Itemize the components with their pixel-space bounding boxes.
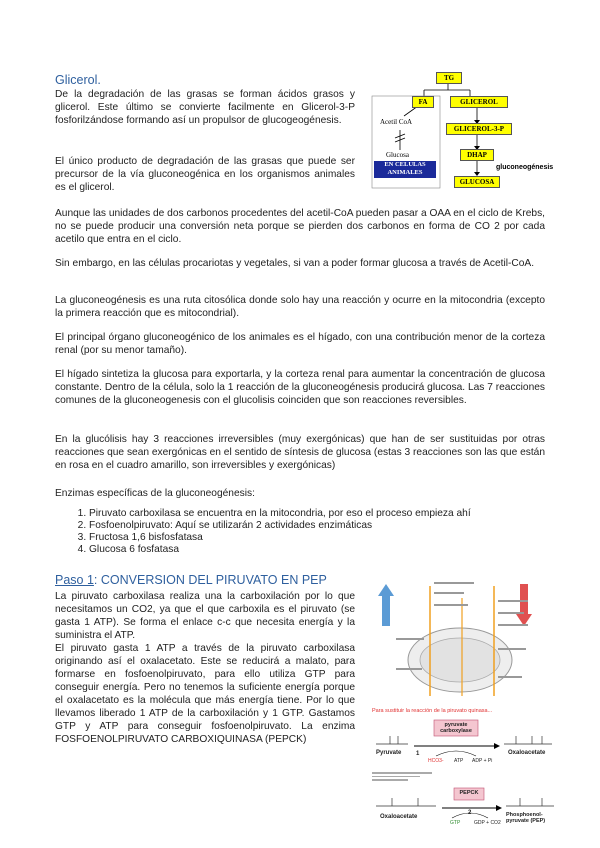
- mitochondria-figure: [370, 578, 550, 703]
- list-item: 3. Fructosa 1,6 bisfosfatasa: [89, 532, 471, 544]
- adp-label: ADP + Pi: [472, 758, 493, 764]
- gluconeo-label: gluconeogénesis: [496, 164, 554, 171]
- list-item: 2. Fosfoenolpiruvato: Aquí se utilizarán 2 actividades enzimáticas: [89, 520, 471, 532]
- paragraph: En la glucólisis hay 3 reacciones irreversibles (muy exergónicas) que han de ser sustituidas por otras reacciones que sean exergónicas en el sentido de síntesis de glucosa (estas 3 reacciones son las que están en rosa en el cuadro amarillo, son irreversibles y exergónicas): [55, 434, 545, 471]
- paragraph: El único producto de degradación de las grasas que puede ser precursor de la vía gluconeogénica en los organismos animales es el glicerol.: [55, 156, 355, 193]
- fa-label: FA: [412, 96, 434, 108]
- red-arrow-icon: [516, 584, 532, 626]
- reaction-1: [372, 718, 557, 768]
- pepck-label: PEPCK: [459, 790, 479, 796]
- pep-label: Phosphoenol-pyruvate (PEP): [506, 812, 546, 824]
- glucosa-left-label: Glucosa: [386, 151, 409, 159]
- paragraph: De la degradación de las grasas se forman ácidos grasos y glicerol. Este último se convierte facilmente en Glicerol-3-P fosforilzándose formando así un propulsor de glucogeogénesis.: [55, 89, 355, 126]
- glycerol-diagram: [370, 68, 558, 190]
- paragraph: El hígado sintetiza la glucosa para exportarla, y la corteza renal para aumentar la concentración de glucosa constante. Dentro de la célula, solo la 1 reacción de la gluconeogénesis producirá glucosa. Las 7 reacciones comunes de la gluconeogenesis con el glucolisis coinciden que son reacciones reversibles.: [55, 369, 545, 406]
- paragraph: Sin embargo, en las células procariotas y vegetales, si van a poder formar glucosa a través de Acetil-CoA.: [55, 258, 535, 269]
- oxaloacetate2-label: Oxaloacetate: [380, 814, 418, 820]
- enzymes-list: [55, 508, 471, 556]
- glucosa-label: GLUCOSA: [454, 176, 500, 188]
- num-2-label: 2: [468, 810, 472, 816]
- dhap-label: DHAP: [460, 149, 494, 161]
- section-heading-glicerol: Glicerol.: [55, 73, 101, 87]
- paragraph: La piruvato carboxilasa realiza una la carboxilación por lo que necesitamos un CO2, ya que el que carboxila es el piruvato (se gasta 1 ATP). Se forma el enlace c-c que necesita energía y la suministra el ATP.: [55, 591, 355, 641]
- hco3-label: HCO3-: [428, 758, 444, 764]
- paso-title: : CONVERSION DEL PIRUVATO EN PEP: [93, 573, 327, 587]
- paragraph: El piruvato gasta 1 ATP a través de la piruvato carboxilasa originando así el oxalacetato. Este se reducirá a malato, para formarse en fosfoenolpiruvato, para ello utiliza GTP para conseguir energía. Pero no tenemos la suficiente energía porque el oxalacetato es la molécula que más energía tiene. Por lo que llevamos liberado 1 ATP de la carboxilación y 1 GTP. Gastamos GTP y ATP para conseguir fosfoenolpiruvato. La enzima FOSFOENOLPIRUVATO CARBOXIQUINASA (PEPCK): [55, 643, 355, 745]
- blue-arrow-icon: [378, 584, 394, 626]
- cells-label: EN CELULAS ANIMALES: [374, 161, 436, 178]
- gtp-label: GTP: [450, 820, 461, 826]
- mitochondria-svg: [370, 578, 550, 703]
- paso-link[interactable]: Paso 1: [55, 573, 94, 587]
- reaction-2: [372, 786, 557, 838]
- glicerol3p-label: GLICEROL-3-P: [446, 123, 512, 135]
- glicerol-label: GLICEROL: [450, 96, 508, 108]
- list-item: 1. Piruvato carboxilasa se encuentra en la mitocondria, por eso el proceso empieza ahí: [89, 508, 471, 520]
- diagram-caption: Para sustituir la reacción de la piruvato quinasa...: [372, 708, 493, 714]
- atp-label: ATP: [454, 758, 464, 764]
- paragraph: La gluconeogénesis es una ruta citosólica donde solo hay una reacción y ocurre en la mitocondria (excepto la primera reacción que es mitocondrial).: [55, 295, 545, 319]
- pyruvate-carboxylase-label: pyruvate carboxylase: [440, 722, 472, 734]
- paragraph: Aunque las unidades de dos carbonos procedentes del acetil-CoA pueden pasar a OAA en el ciclo de Krebs, no se puede producir una conversión neta porque se pierden dos carbonos en forma de CO 2 por cada acetilo que entra en el ciclo.: [55, 208, 545, 245]
- section-heading-paso1: [55, 573, 327, 587]
- paragraph: El principal órgano gluconeogénico de los animales es el hígado, con una contribución menor de la corteza renal (por su menor tamaño).: [55, 332, 545, 356]
- pyruvate-label: Pyruvate: [376, 750, 402, 756]
- acetil-coa-label: Acetil CoA: [380, 118, 413, 126]
- oxaloacetate-label: Oxaloacetate: [508, 750, 546, 756]
- tg-label: TG: [436, 72, 462, 84]
- paragraph: Enzimas específicas de la gluconeogénesis:: [55, 488, 255, 499]
- num-1-label: 1: [416, 751, 420, 757]
- list-item: 4. Glucosa 6 fosfatasa: [89, 544, 471, 556]
- figure-credit: [372, 772, 432, 782]
- gdp-label: GDP + CO2: [474, 820, 501, 826]
